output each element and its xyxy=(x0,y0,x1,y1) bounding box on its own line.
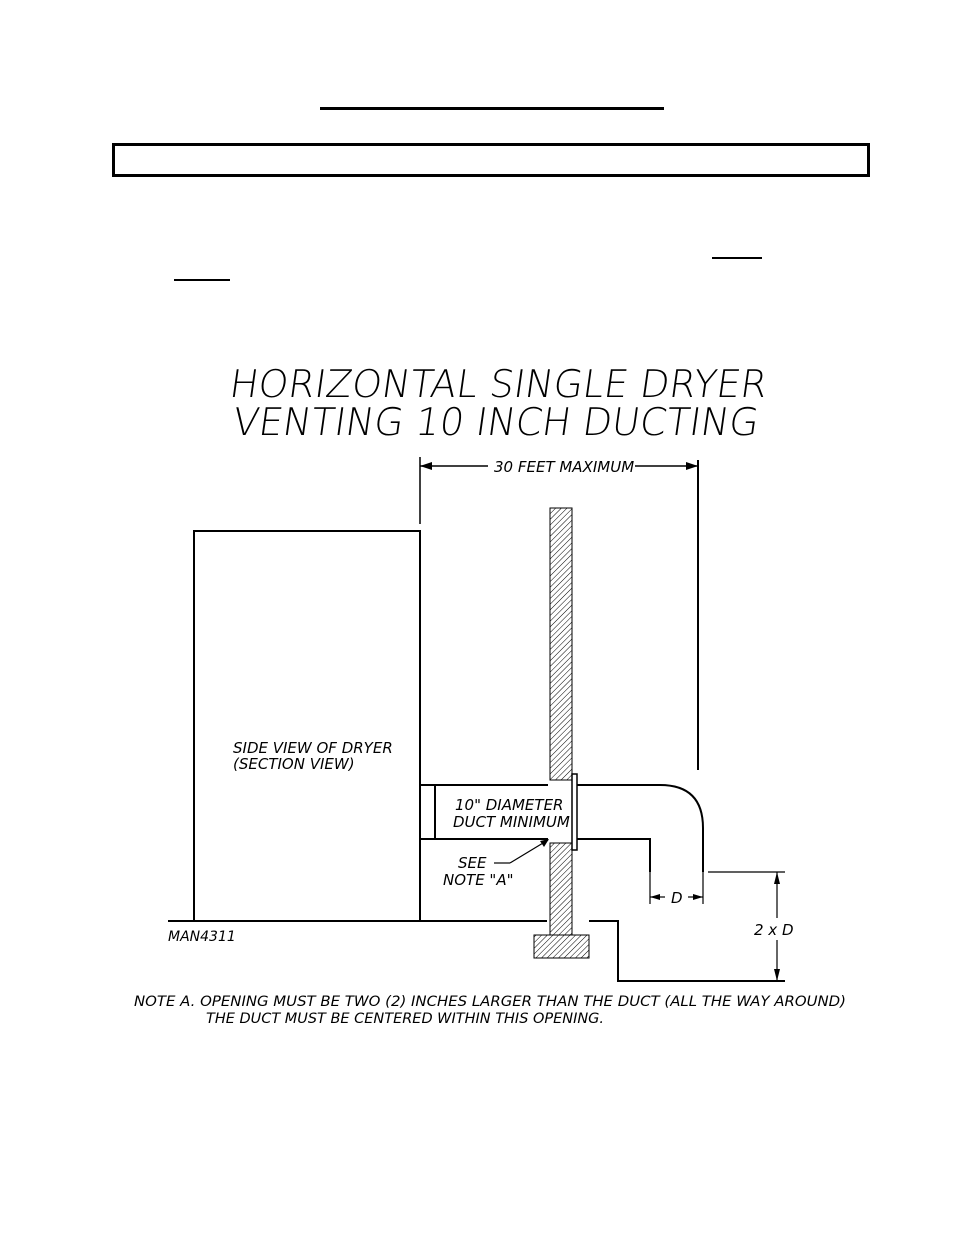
see-note-line2: NOTE "A" xyxy=(443,871,514,889)
dim-2d-label: 2 x D xyxy=(754,921,794,939)
dimension-arrow-left xyxy=(420,462,432,470)
dim-d-arrow-right xyxy=(693,894,703,900)
dimension-arrow-right xyxy=(686,462,698,470)
outside-duct-elbow xyxy=(577,785,703,872)
dryer-label-line2: (SECTION VIEW) xyxy=(233,755,355,773)
drawing-id: MAN4311 xyxy=(168,929,236,945)
duct-label-line2: DUCT MINIMUM xyxy=(453,813,570,831)
wall-lower xyxy=(550,843,572,935)
wall-footing xyxy=(534,935,589,958)
note-a-line1: NOTE A. OPENING MUST BE TWO (2) INCHES LARGER THAN THE DUCT (ALL THE WAY AROUND) xyxy=(134,994,846,1010)
dimension-length-label: 30 FEET MAXIMUM xyxy=(494,458,635,476)
wall-sleeve xyxy=(572,774,577,850)
see-note-line1: SEE xyxy=(458,854,487,872)
dryer-label-line1: SIDE VIEW OF DRYER xyxy=(233,739,393,757)
dryer-body xyxy=(194,531,420,921)
see-note-arrow xyxy=(540,839,549,847)
dim-d-label: D xyxy=(671,889,683,907)
diagram-title-line1: HORIZONTAL SINGLE DRYER xyxy=(226,363,771,407)
duct-label-line1: 10" DIAMETER xyxy=(455,796,564,814)
dim-2d-arrow-bottom xyxy=(774,969,780,981)
wall-upper xyxy=(550,508,572,780)
duct-collar xyxy=(420,785,435,839)
note-a-line2: THE DUCT MUST BE CENTERED WITHIN THIS OPENING. xyxy=(206,1011,604,1027)
dim-2d-arrow-top xyxy=(774,872,780,884)
diagram-title-line2: VENTING 10 INCH DUCTING xyxy=(229,401,762,445)
dim-d-arrow-left xyxy=(650,894,660,900)
